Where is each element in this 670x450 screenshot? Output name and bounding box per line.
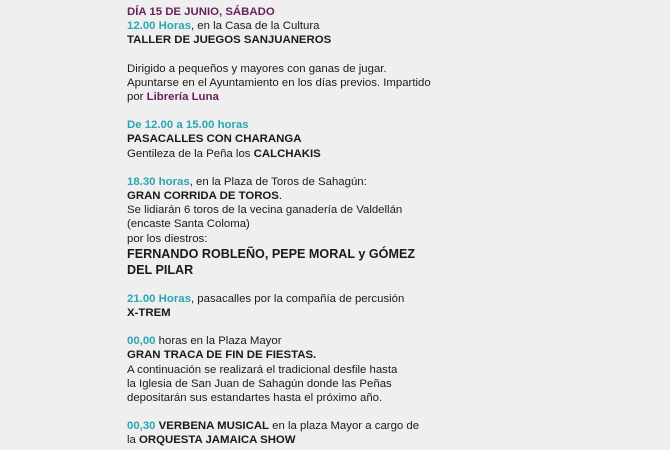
event-desc: Se lidiarán 6 toros de la vecina ganadería de Valdellán xyxy=(127,204,403,217)
event-time: 21.00 Horas xyxy=(127,292,191,305)
event-traca xyxy=(127,334,447,405)
event-taller xyxy=(127,19,447,104)
event-desc: la xyxy=(127,434,140,447)
event-sponsor: Librería Luna xyxy=(146,91,219,104)
event-place: , pasacalles por la compañía de percusión xyxy=(190,292,405,305)
event-place: en la plaza Mayor a cargo de xyxy=(269,420,420,433)
event-title: GRAN CORRIDA DE TOROS xyxy=(127,190,279,203)
day-heading: DÍA 15 DE JUNIO, SÁBADO xyxy=(127,6,275,18)
event-place: horas en la Plaza Mayor xyxy=(155,335,282,348)
event-desc: la Iglesia de San Juan de Sahagún donde las Peñas xyxy=(127,377,392,390)
event-group: CALCHAKIS xyxy=(253,147,321,160)
program-column xyxy=(127,5,447,448)
event-title: GRAN TRACA DE FIN DE FIESTAS. xyxy=(127,349,317,362)
event-desc: A continuación se realizará el tradicional desfile hasta xyxy=(127,363,398,376)
event-title: X-TREM xyxy=(127,307,171,320)
event-xtrem xyxy=(127,292,447,320)
event-title: VERBENA MUSICAL xyxy=(155,420,270,433)
event-time: De 12.00 a 15.00 horas xyxy=(127,119,249,132)
event-corrida xyxy=(127,175,447,278)
event-desc: Apuntarse en el Ayuntamiento en los días previos. Impartido xyxy=(127,76,431,89)
event-pasacalles xyxy=(127,118,447,161)
event-desc: (encaste Santa Coloma) xyxy=(127,218,250,231)
event-place: , en la Casa de la Cultura xyxy=(190,20,320,33)
event-title: PASACALLES CON CHARANGA xyxy=(127,133,302,146)
event-desc: por los diestros: xyxy=(127,232,208,245)
bullfighters: FERNANDO ROBLEÑO, PEPE MORAL y GÓMEZ DEL PILAR xyxy=(127,246,416,277)
event-place: , en la Plaza de Toros de Sahagún: xyxy=(189,175,367,188)
event-desc: Gentileza de la Peña los xyxy=(127,147,254,160)
event-time: 00,00 xyxy=(127,335,156,348)
event-band: ORQUESTA JAMAICA SHOW xyxy=(139,434,296,447)
event-desc: por xyxy=(127,91,147,104)
event-time: 18.30 horas xyxy=(127,175,190,188)
event-time: 00,30 xyxy=(127,420,156,433)
event-desc: Dirigido a pequeños y mayores con ganas de jugar. xyxy=(127,62,387,75)
event-verbena xyxy=(127,419,447,447)
event-title-suffix: . xyxy=(278,190,283,203)
event-desc: depositarán sus estandartes hasta el próximo año. xyxy=(127,392,383,405)
event-time: 12.00 Horas xyxy=(127,20,191,33)
event-title: TALLER DE JUEGOS SANJUANEROS xyxy=(127,34,332,47)
